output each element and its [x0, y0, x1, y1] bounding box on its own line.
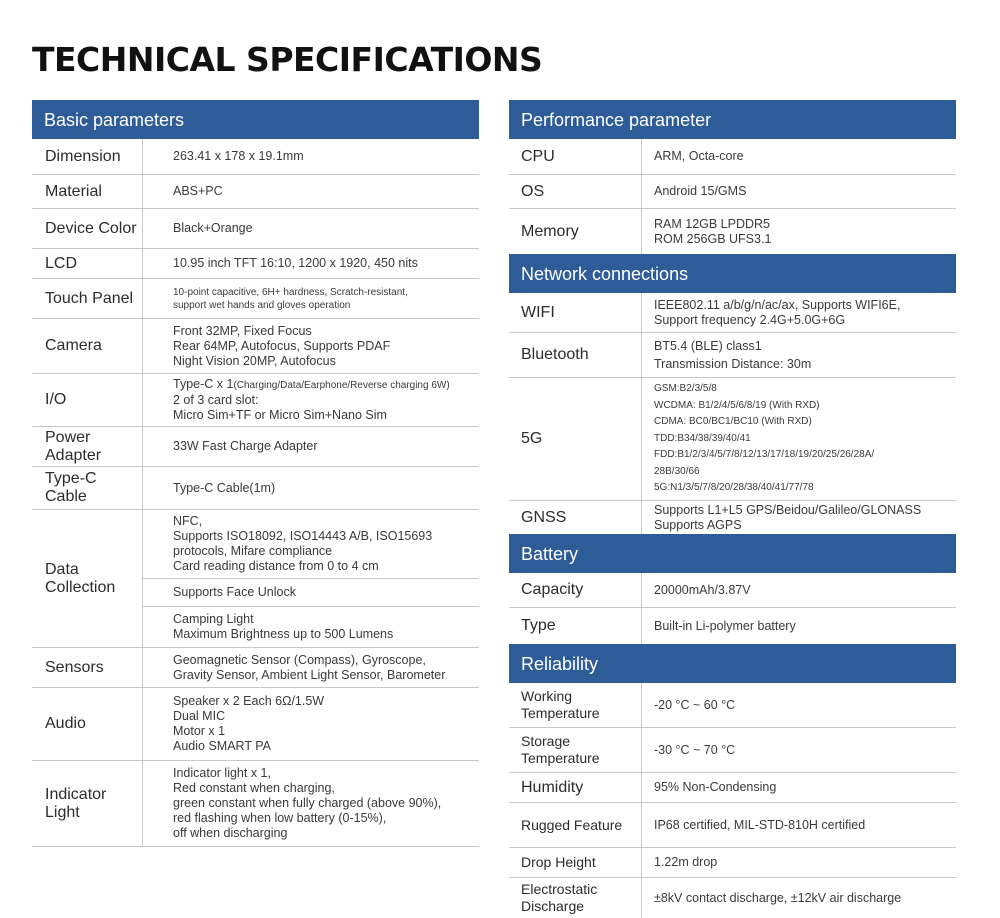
spec-label: Dimension	[32, 139, 143, 174]
spec-line: Support frequency 2.4G+5.0G+6G	[654, 312, 846, 327]
spec-value: 33W Fast Charge Adapter	[173, 439, 318, 453]
spec-value: -20 °C ~ 60 °C	[654, 697, 736, 712]
spec-label: Data Collection	[32, 510, 143, 647]
spec-line: 2 of 3 card slot:	[173, 393, 259, 407]
spec-value	[642, 378, 956, 500]
spec-row-dimension	[32, 139, 479, 175]
spec-label: Indicator Light	[32, 761, 143, 846]
spec-line: GSM:B2/3/5/8	[654, 383, 717, 395]
spec-row-drop-height	[509, 848, 956, 878]
spec-label: Working Temperature	[509, 683, 642, 727]
spec-line: NFC,	[173, 514, 203, 528]
spec-row-wifi	[509, 293, 956, 333]
spec-label: Electrostatic Discharge	[509, 878, 642, 918]
spec-line: Motor x 1	[173, 724, 226, 738]
spec-value	[642, 293, 956, 332]
spec-line: 10-point capacitive, 6H+ hardness, Scratch-resistant,	[173, 286, 408, 298]
section-header-performance: Performance parameter	[509, 100, 956, 139]
spec-label: Rugged Feature	[509, 803, 642, 847]
spec-line: Dual MIC	[173, 709, 226, 723]
spec-label: Drop Height	[509, 848, 642, 877]
spec-value: 1.22m drop	[654, 855, 718, 869]
spec-row-lcd	[32, 249, 479, 279]
spec-value: -30 °C ~ 70 °C	[654, 742, 736, 757]
spec-line: off when discharging	[173, 826, 288, 840]
spec-value	[642, 333, 956, 377]
io-port: Type-C x 1	[173, 377, 234, 391]
spec-line: Red constant when charging,	[173, 781, 335, 795]
spec-label: GNSS	[509, 501, 642, 534]
section-header-battery: Battery	[509, 534, 956, 573]
spec-line: Speaker x 2 Each 6Ω/1.5W	[173, 694, 325, 708]
spec-line: 5G:N1/3/5/7/8/20/28/38/40/41/77/78	[654, 482, 814, 494]
spec-label: Power Adapter	[32, 427, 143, 466]
spec-row-material	[32, 175, 479, 209]
spec-value-face: Supports Face Unlock	[143, 579, 479, 607]
spec-row-power-adapter	[32, 427, 479, 467]
spec-row-audio	[32, 688, 479, 761]
spec-label: WIFI	[509, 293, 642, 332]
spec-label: Storage Temperature	[509, 728, 642, 772]
spec-line: FDD:B1/2/3/4/5/7/8/12/13/17/18/19/20/25/26/28A/	[654, 449, 875, 461]
spec-value: ±8kV contact discharge, ±12kV air discharge	[654, 890, 902, 905]
spec-line: Geomagnetic Sensor (Compass), Gyroscope,	[173, 652, 426, 667]
spec-label: I/O	[32, 374, 143, 426]
spec-value: Android 15/GMS	[654, 184, 747, 198]
spec-line: Micro Sim+TF or Micro Sim+Nano Sim	[173, 408, 387, 422]
io-port-note: (Charging/Data/Earphone/Reverse charging 6W)	[233, 380, 450, 391]
spec-line	[173, 377, 473, 393]
spec-label: Audio	[32, 688, 143, 760]
spec-row-camera	[32, 319, 479, 374]
section-header-basic: Basic parameters	[32, 100, 479, 139]
spec-row-memory	[509, 209, 956, 254]
spec-value: ABS+PC	[173, 184, 223, 198]
spec-line: 28B/30/66	[654, 465, 700, 477]
spec-line: protocols, Mifare compliance	[173, 544, 333, 558]
spec-line: Gravity Sensor, Ambient Light Sensor, Barometer	[173, 667, 446, 682]
spec-line: RAM 12GB LPDDR5	[654, 216, 771, 231]
spec-line: Front 32MP, Fixed Focus	[173, 323, 312, 338]
spec-line: ROM 256GB UFS3.1	[654, 231, 772, 246]
spec-row-electrostatic-discharge	[509, 878, 956, 918]
spec-row-gnss	[509, 501, 956, 534]
spec-line: TDD:B34/38/39/40/41	[654, 432, 751, 444]
spec-value-camping	[143, 607, 479, 647]
spec-value: 10.95 inch TFT 16:10, 1200 x 1920, 450 nits	[173, 256, 418, 270]
spec-value: 95% Non-Condensing	[654, 780, 777, 794]
spec-row-type-c-cable	[32, 467, 479, 510]
spec-line: red flashing when low battery (0-15%),	[173, 811, 387, 825]
spec-value: 263.41 x 178 x 19.1mm	[173, 149, 304, 163]
spec-line: IEEE802.11 a/b/g/n/ac/ax, Supports WIFI6E,	[654, 297, 901, 312]
spec-value: Black+Orange	[173, 221, 253, 235]
spec-line: Rear 64MP, Autofocus, Supports PDAF	[173, 338, 391, 353]
spec-row-capacity	[509, 573, 956, 608]
spec-row-cpu	[509, 139, 956, 175]
spec-row-bluetooth	[509, 333, 956, 378]
spec-line: Supports ISO18092, ISO14443 A/B, ISO15693	[173, 529, 433, 543]
spec-line: CDMA: BC0/BC1/BC10 (With RXD)	[654, 416, 812, 428]
spec-label: Bluetooth	[509, 333, 642, 377]
spec-line: Night Vision 20MP, Autofocus	[173, 353, 336, 368]
spec-line: WCDMA: B1/2/4/5/6/8/19 (With RXD)	[654, 399, 820, 411]
spec-row-humidity	[509, 773, 956, 803]
basic-parameters-table	[32, 100, 479, 847]
spec-label: Humidity	[509, 773, 642, 802]
spec-label: 5G	[509, 378, 642, 500]
spec-line: Audio SMART PA	[173, 739, 271, 753]
spec-value: Built-in Li-polymer battery	[654, 618, 796, 633]
spec-value: IP68 certified, MIL-STD-810H certified	[654, 817, 866, 832]
section-header-network: Network connections	[509, 254, 956, 293]
spec-label: Memory	[509, 209, 642, 254]
spec-row-rugged-feature	[509, 803, 956, 848]
spec-label: Type-C Cable	[32, 467, 143, 509]
spec-label: OS	[509, 175, 642, 208]
spec-label: Touch Panel	[32, 279, 143, 318]
spec-line: Supports L1+L5 GPS/Beidou/Galileo/GLONASS	[654, 502, 922, 517]
spec-label: Device Color	[32, 209, 143, 248]
spec-value	[143, 648, 479, 687]
right-spec-tables	[509, 100, 956, 918]
spec-row-io	[32, 374, 479, 427]
spec-value	[143, 688, 479, 760]
spec-value: ARM, Octa-core	[654, 149, 744, 163]
spec-line: Camping Light	[173, 612, 254, 626]
spec-value	[143, 374, 479, 426]
spec-row-data-collection	[32, 510, 479, 648]
spec-row-working-temperature	[509, 683, 956, 728]
spec-label: Type	[509, 608, 642, 644]
spec-line: Transmission Distance: 30m	[654, 356, 812, 371]
spec-row-touch-panel	[32, 279, 479, 319]
spec-value	[143, 319, 479, 373]
spec-value	[642, 209, 956, 254]
spec-label: CPU	[509, 139, 642, 174]
spec-label: Sensors	[32, 648, 143, 687]
spec-line: Maximum Brightness up to 500 Lumens	[173, 627, 394, 641]
spec-value	[143, 279, 479, 318]
spec-line: Card reading distance from 0 to 4 cm	[173, 559, 379, 573]
spec-value-nfc	[143, 510, 479, 579]
spec-line: Supports AGPS	[654, 517, 742, 532]
spec-row-battery-type	[509, 608, 956, 644]
spec-label: LCD	[32, 249, 143, 278]
spec-row-5g	[509, 378, 956, 501]
spec-row-indicator-light	[32, 761, 479, 847]
spec-value: Type-C Cable(1m)	[173, 480, 276, 495]
spec-line: Indicator light x 1,	[173, 766, 271, 780]
spec-row-device-color	[32, 209, 479, 249]
section-header-reliability: Reliability	[509, 644, 956, 683]
spec-line: support wet hands and gloves operation	[173, 299, 351, 311]
spec-label: Capacity	[509, 573, 642, 607]
spec-line: BT5.4 (BLE) class1	[654, 338, 762, 353]
spec-label: Camera	[32, 319, 143, 373]
spec-row-sensors	[32, 648, 479, 688]
spec-row-os	[509, 175, 956, 209]
spec-row-storage-temperature	[509, 728, 956, 773]
spec-subvalues	[143, 510, 479, 647]
spec-line: green constant when fully charged (above 90%),	[173, 796, 442, 810]
spec-value	[642, 501, 956, 534]
spec-label: Material	[32, 175, 143, 208]
spec-value	[143, 761, 479, 846]
page-title: TECHNICAL SPECIFICATIONS	[32, 40, 543, 79]
spec-value: 20000mAh/3.87V	[654, 582, 751, 597]
